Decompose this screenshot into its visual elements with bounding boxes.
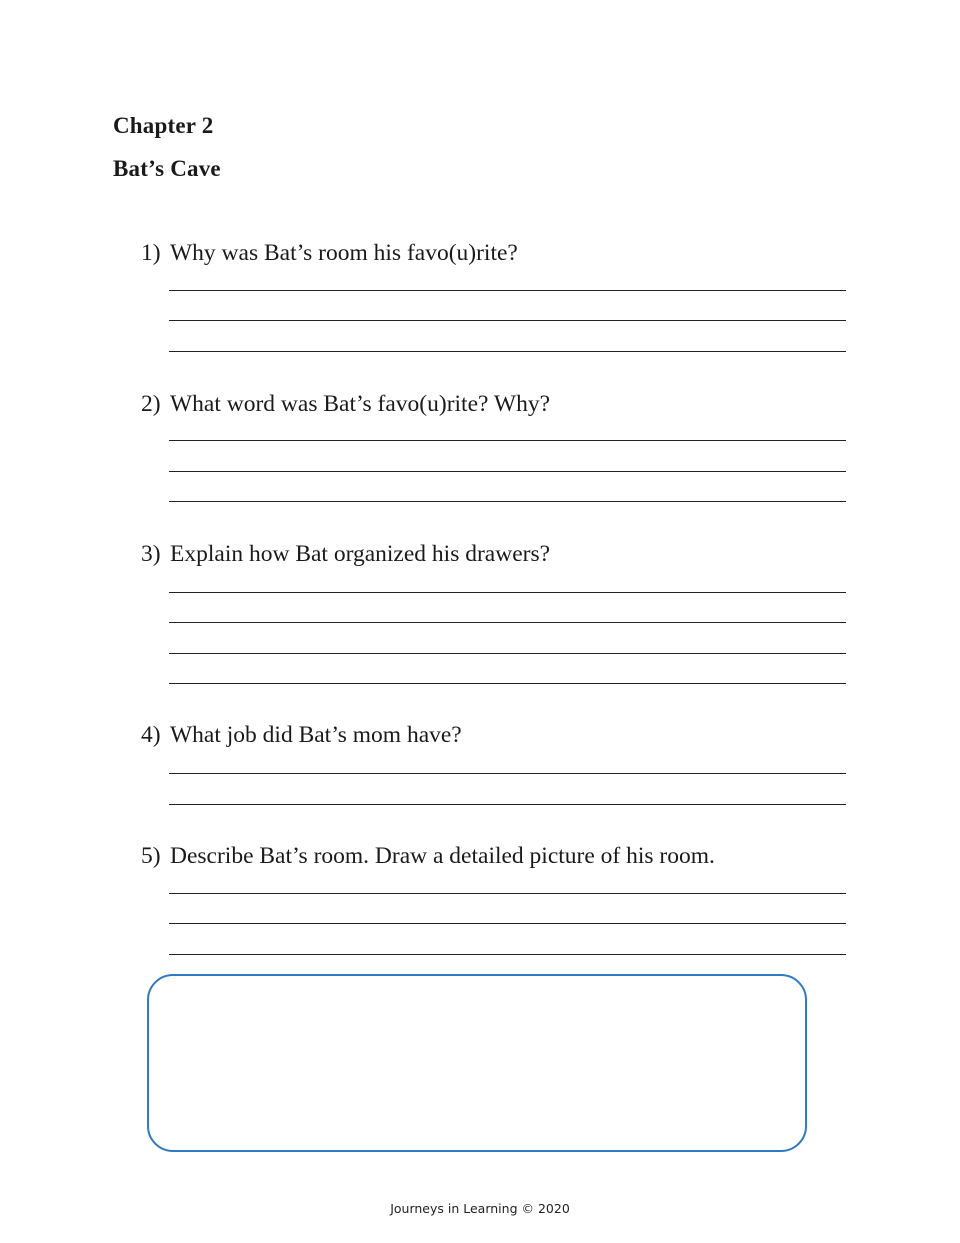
question-number: 2) — [141, 391, 161, 417]
answer-line[interactable] — [169, 683, 846, 684]
question-text: What word was Bat’s favo(u)rite? Why? — [170, 391, 551, 417]
answer-line[interactable] — [169, 804, 846, 805]
chapter-title: Bat’s Cave — [113, 156, 221, 181]
question-3-prompt — [141, 539, 861, 569]
answer-line[interactable] — [169, 653, 846, 654]
question-2-prompt — [141, 389, 861, 419]
answer-line[interactable] — [169, 954, 846, 955]
question-text: What job did Bat’s mom have? — [170, 722, 462, 748]
answer-line[interactable] — [169, 440, 846, 441]
question-text: Why was Bat’s room his favo(u)rite? — [170, 240, 518, 266]
answer-line[interactable] — [169, 320, 846, 321]
chapter-heading: Chapter 2 — [113, 113, 214, 138]
question-4-prompt — [141, 720, 861, 750]
answer-line[interactable] — [169, 351, 846, 352]
answer-line[interactable] — [169, 893, 846, 894]
drawing-box[interactable] — [147, 974, 807, 1152]
question-text: Describe Bat’s room. Draw a detailed picture of his room. — [170, 843, 715, 869]
answer-line[interactable] — [169, 773, 846, 774]
answer-line[interactable] — [169, 471, 846, 472]
answer-line[interactable] — [169, 923, 846, 924]
question-5 — [141, 841, 861, 871]
question-1 — [141, 238, 861, 268]
question-4 — [141, 720, 861, 750]
question-text: Explain how Bat organized his drawers? — [170, 541, 551, 567]
question-5-prompt — [141, 841, 861, 871]
question-3 — [141, 539, 861, 569]
question-1-prompt — [141, 238, 861, 268]
question-number: 3) — [141, 541, 161, 567]
answer-line[interactable] — [169, 290, 846, 291]
footer-copyright: Journeys in Learning © 2020 — [390, 1201, 570, 1216]
answer-line[interactable] — [169, 622, 846, 623]
question-number: 1) — [141, 240, 161, 266]
question-number: 4) — [141, 722, 161, 748]
answer-line[interactable] — [169, 501, 846, 502]
answer-line[interactable] — [169, 592, 846, 593]
question-number: 5) — [141, 843, 161, 869]
question-2 — [141, 389, 861, 419]
